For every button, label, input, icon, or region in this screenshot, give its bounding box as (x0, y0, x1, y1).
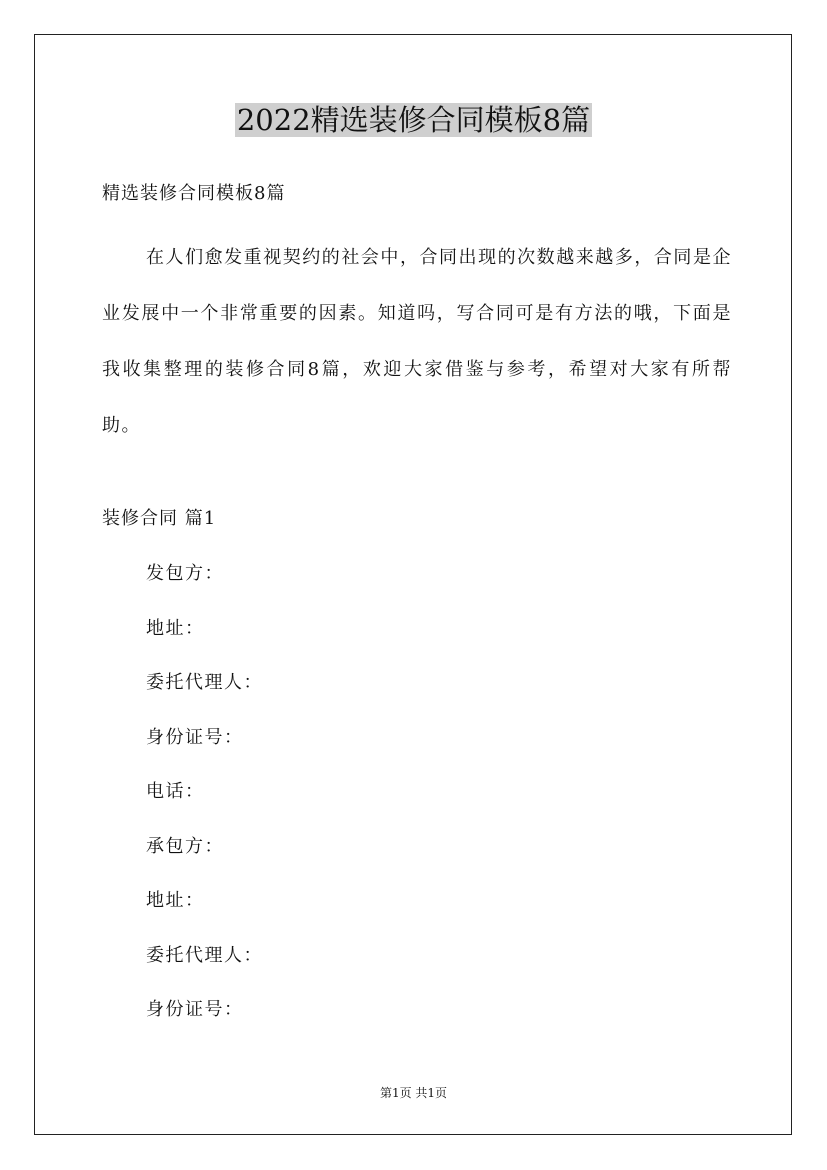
document-title-container (0, 100, 827, 140)
field-client-id-number: 身份证号： (146, 726, 244, 748)
document-title: 2022精选装修合同模板8篇 (236, 103, 591, 137)
field-client-address: 地址： (146, 617, 205, 639)
field-client-phone: 电话： (146, 781, 205, 802)
intro-paragraph: 在人们愈发重视契约的社会中，合同出现的次数越来越多，合同是企业发展中一个非常重要的因素。知道吗，写合同可是有方法的哦，下面是我收集整理的装修合同8篇，欢迎大家借鉴与参考，希望对大家有所帮助。 (102, 247, 732, 436)
field-client-agent: 委托代理人： (146, 672, 263, 693)
section-heading: 装修合同 篇1 (102, 508, 217, 529)
field-contractor-id-number: 身份证号： (146, 999, 244, 1020)
page-footer: 第1页 共1页 (379, 1086, 448, 1100)
field-client: 发包方： (146, 563, 224, 584)
field-contractor-agent: 委托代理人： (146, 944, 263, 966)
document-subtitle: 精选装修合同模板8篇 (102, 183, 286, 204)
field-contractor-address: 地址： (146, 890, 205, 911)
field-contractor: 承包方： (146, 835, 224, 857)
contract-fields-list (146, 560, 263, 1051)
